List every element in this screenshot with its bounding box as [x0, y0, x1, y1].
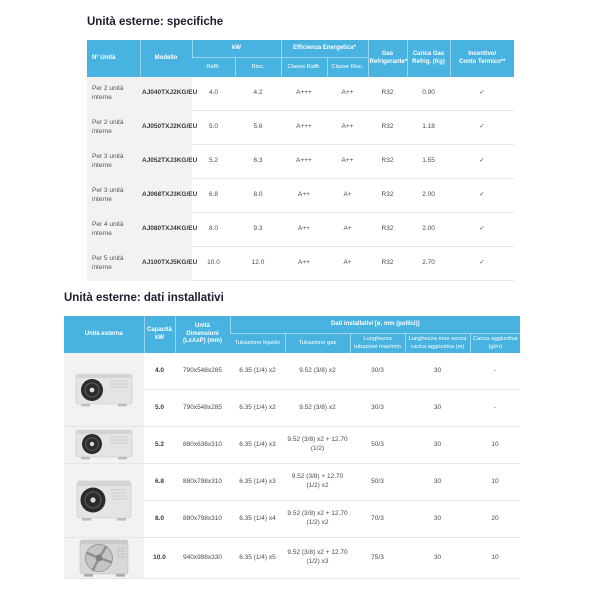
- table-row: [64, 427, 520, 464]
- outdoor-unit-medium-photo: [73, 428, 135, 462]
- cell-carica-aggiuntiva: -: [470, 353, 520, 390]
- col-header-efficienza-group: Efficienza Energetica*: [281, 40, 368, 58]
- check-icon: ✓: [450, 179, 514, 213]
- cell-tubazione-liquido: 6.35 (1/4) x4: [230, 501, 285, 538]
- cell-carica: 2.00: [407, 179, 450, 213]
- header-incentivo-line2: Conto Termico**: [458, 58, 506, 65]
- table-row: [87, 111, 514, 145]
- cell-kw-risc: 5.6: [235, 111, 281, 145]
- col-header-capacita: [144, 316, 175, 353]
- cell-carica: 2.70: [407, 247, 450, 281]
- cell-carica: 0.90: [407, 77, 450, 111]
- cell-capacita: 8.0: [144, 501, 175, 538]
- table-row: [64, 538, 520, 579]
- outdoor-unit-large-photo: [64, 464, 144, 538]
- cell-dimensioni: 940x998x330: [175, 538, 230, 579]
- col-header-carica-aggiuntiva: Carica aggiuntiva (g/m): [470, 334, 520, 354]
- cell-dimensioni: 880x798x310: [175, 464, 230, 501]
- table-row: [64, 464, 520, 501]
- cell-lunghezza-max: 30: [405, 538, 470, 579]
- cell-lunghezza: 75/3: [350, 538, 405, 579]
- cell-capacita: 10.0: [144, 538, 175, 579]
- outdoor-unit-small-photo: [64, 353, 144, 427]
- cell-kw-risc: 6.3: [235, 145, 281, 179]
- outdoor-unit-xl-photo: [75, 538, 133, 578]
- header-capacita-line1: Capacità: [146, 326, 172, 333]
- check-icon: ✓: [450, 213, 514, 247]
- cell-n-unita: Per 2 unità interne: [87, 77, 140, 111]
- cell-kw-risc: 12.0: [235, 247, 281, 281]
- cell-capacita: 4.0: [144, 353, 175, 390]
- cell-carica-aggiuntiva: -: [470, 390, 520, 427]
- col-header-incentivo: [450, 40, 514, 77]
- install-table-body: [64, 353, 520, 579]
- col-header-lunghezza-tubazioni: Lunghezza tubazioni max/min: [350, 334, 405, 354]
- header-carica-line1: Carica Gas: [412, 50, 445, 57]
- cell-tubazione-gas: 9.52 (3/8) x2: [285, 390, 350, 427]
- col-header-classe-risc: Classe Risc.: [327, 58, 368, 78]
- cell-modello: AJ052TXJ3KG/EU: [140, 145, 192, 179]
- cell-gas: R32: [368, 111, 407, 145]
- check-icon: ✓: [450, 77, 514, 111]
- header-incentivo-line1: Incentivo/: [468, 50, 497, 57]
- table-row: [87, 179, 514, 213]
- cell-dimensioni: 790x548x285: [175, 390, 230, 427]
- cell-kw-raffr: 10.0: [192, 247, 235, 281]
- cell-capacita: 6.8: [144, 464, 175, 501]
- cell-carica: 1.55: [407, 145, 450, 179]
- cell-modello: AJ100TXJ5KG/EU: [140, 247, 192, 281]
- section-dati-title: Unità esterne: dati installativi: [64, 292, 224, 304]
- col-header-classe-raffr: Classe Raffr.: [281, 58, 327, 78]
- install-table-header: [64, 316, 520, 353]
- cell-kw-raffr: 8.0: [192, 213, 235, 247]
- spec-table: [87, 40, 514, 281]
- section-specifiche-title: Unità esterne: specifiche: [87, 16, 224, 28]
- table-row: [87, 213, 514, 247]
- cell-carica-aggiuntiva: 10: [470, 538, 520, 579]
- cell-capacita: 5.0: [144, 390, 175, 427]
- cell-tubazione-gas: 9.52 (3/8) x2 + 12.70 (1/2) x2: [285, 501, 350, 538]
- section-dati-installativi: [64, 292, 520, 579]
- outdoor-unit-large-photo: [73, 479, 135, 523]
- col-header-tubazione-liquido: Tubazione liquido: [230, 334, 285, 354]
- check-icon: ✓: [450, 145, 514, 179]
- cell-gas: R32: [368, 77, 407, 111]
- header-carica-line2: Refrig. (Kg): [412, 58, 445, 65]
- col-header-kw-risc: Risc.: [235, 58, 281, 78]
- cell-modello: AJ040TXJ2KG/EU: [140, 77, 192, 111]
- col-header-gas-refrigerante: [368, 40, 407, 77]
- cell-dimensioni: 880x638x310: [175, 427, 230, 464]
- header-unita-line1: Unità: [195, 322, 210, 329]
- cell-classe-risc: A++: [327, 111, 368, 145]
- cell-kw-risc: 4.2: [235, 77, 281, 111]
- col-header-kw-raffr: Raffr.: [192, 58, 235, 78]
- cell-lunghezza: 30/3: [350, 390, 405, 427]
- cell-kw-raffr: 5.0: [192, 111, 235, 145]
- cell-lunghezza-max: 30: [405, 427, 470, 464]
- spec-table-body: [87, 77, 514, 281]
- cell-modello: AJ050TXJ2KG/EU: [140, 111, 192, 145]
- cell-classe-risc: A+: [327, 213, 368, 247]
- cell-n-unita: Per 3 unità interne: [87, 145, 140, 179]
- cell-tubazione-liquido: 6.35 (1/4) x2: [230, 390, 285, 427]
- cell-dimensioni: 880x798x310: [175, 501, 230, 538]
- outdoor-unit-medium-photo: [64, 427, 144, 464]
- cell-tubazione-liquido: 6.35 (1/4) x3: [230, 464, 285, 501]
- cell-lunghezza: 30/3: [350, 353, 405, 390]
- col-header-dimensioni: [175, 316, 230, 353]
- cell-lunghezza: 50/3: [350, 464, 405, 501]
- cell-kw-risc: 9.3: [235, 213, 281, 247]
- cell-dimensioni: 790x548x285: [175, 353, 230, 390]
- cell-classe-raffr: A++: [281, 213, 327, 247]
- cell-carica-aggiuntiva: 10: [470, 427, 520, 464]
- cell-lunghezza-max: 30: [405, 501, 470, 538]
- cell-tubazione-gas: 9.52 (3/8) x2 + 12.70 (1/2): [285, 427, 350, 464]
- cell-carica: 2.00: [407, 213, 450, 247]
- cell-classe-raffr: A++: [281, 247, 327, 281]
- cell-classe-risc: A++: [327, 145, 368, 179]
- cell-n-unita: Per 3 unità interne: [87, 179, 140, 213]
- cell-n-unita: Per 2 unità interne: [87, 111, 140, 145]
- cell-n-unita: Per 4 unità interne: [87, 213, 140, 247]
- cell-gas: R32: [368, 179, 407, 213]
- header-gas-line1: Gas: [381, 50, 394, 57]
- cell-tubazione-gas: 9.52 (3/8) x2 + 12.70 (1/2) x3: [285, 538, 350, 579]
- cell-classe-raffr: A+++: [281, 145, 327, 179]
- cell-kw-raffr: 5.2: [192, 145, 235, 179]
- cell-lunghezza: 70/3: [350, 501, 405, 538]
- col-header-modello: Modello: [140, 40, 192, 77]
- col-header-n-unita: N° Unità: [87, 40, 140, 77]
- cell-tubazione-liquido: 6.35 (1/4) x3: [230, 427, 285, 464]
- table-row: [87, 77, 514, 111]
- cell-lunghezza-max: 30: [405, 390, 470, 427]
- col-header-dati-installativi-group: Dati installativi [ø, mm (pollici)]: [230, 316, 520, 334]
- cell-classe-risc: A++: [327, 77, 368, 111]
- cell-classe-raffr: A+++: [281, 111, 327, 145]
- cell-tubazione-liquido: 6.35 (1/4) x2: [230, 353, 285, 390]
- spec-table-header: [87, 40, 514, 77]
- cell-modello: AJ068TXJ3KG/EU: [140, 179, 192, 213]
- cell-classe-raffr: A++: [281, 179, 327, 213]
- cell-carica-aggiuntiva: 20: [470, 501, 520, 538]
- install-table: [64, 316, 520, 579]
- cell-carica-aggiuntiva: 10: [470, 464, 520, 501]
- check-icon: ✓: [450, 111, 514, 145]
- cell-gas: R32: [368, 213, 407, 247]
- outdoor-unit-xl-photo: [64, 538, 144, 579]
- cell-gas: R32: [368, 145, 407, 179]
- outdoor-unit-small-photo: [73, 371, 135, 409]
- cell-lunghezza-max: 30: [405, 464, 470, 501]
- cell-gas: R32: [368, 247, 407, 281]
- cell-tubazione-gas: 9.52 (3/8) + 12.70 (1/2) x2: [285, 464, 350, 501]
- header-gas-line2: Refrigerante*: [369, 58, 408, 65]
- header-unita-line2: Dimensioni (LxAxP) (mm): [182, 330, 222, 345]
- col-header-carica-gas: [407, 40, 450, 77]
- check-icon: ✓: [450, 247, 514, 281]
- header-capacita-line2: kW: [155, 334, 164, 341]
- cell-lunghezza-max: 30: [405, 353, 470, 390]
- cell-classe-raffr: A+++: [281, 77, 327, 111]
- cell-modello: AJ080TXJ4KG/EU: [140, 213, 192, 247]
- cell-tubazione-gas: 9.52 (3/8) x2: [285, 353, 350, 390]
- cell-kw-raffr: 4.0: [192, 77, 235, 111]
- cell-capacita: 5.2: [144, 427, 175, 464]
- cell-classe-risc: A+: [327, 179, 368, 213]
- table-row: [87, 247, 514, 281]
- col-header-tubazione-gas: Tubazione gas: [285, 334, 350, 354]
- section-specifiche: [87, 16, 514, 281]
- cell-kw-raffr: 6.8: [192, 179, 235, 213]
- cell-n-unita: Per 5 unità interne: [87, 247, 140, 281]
- table-row: [64, 353, 520, 390]
- col-header-kw-group: kW: [192, 40, 281, 58]
- cell-carica: 1.18: [407, 111, 450, 145]
- table-row: [87, 145, 514, 179]
- cell-kw-risc: 8.0: [235, 179, 281, 213]
- cell-classe-risc: A+: [327, 247, 368, 281]
- cell-lunghezza: 50/3: [350, 427, 405, 464]
- cell-tubazione-liquido: 6.35 (1/4) x5: [230, 538, 285, 579]
- col-header-lunghezza-max: Lunghezza max senza carica aggiuntiva (m): [405, 334, 470, 354]
- col-header-unita-esterna: Unità esterna: [64, 316, 144, 353]
